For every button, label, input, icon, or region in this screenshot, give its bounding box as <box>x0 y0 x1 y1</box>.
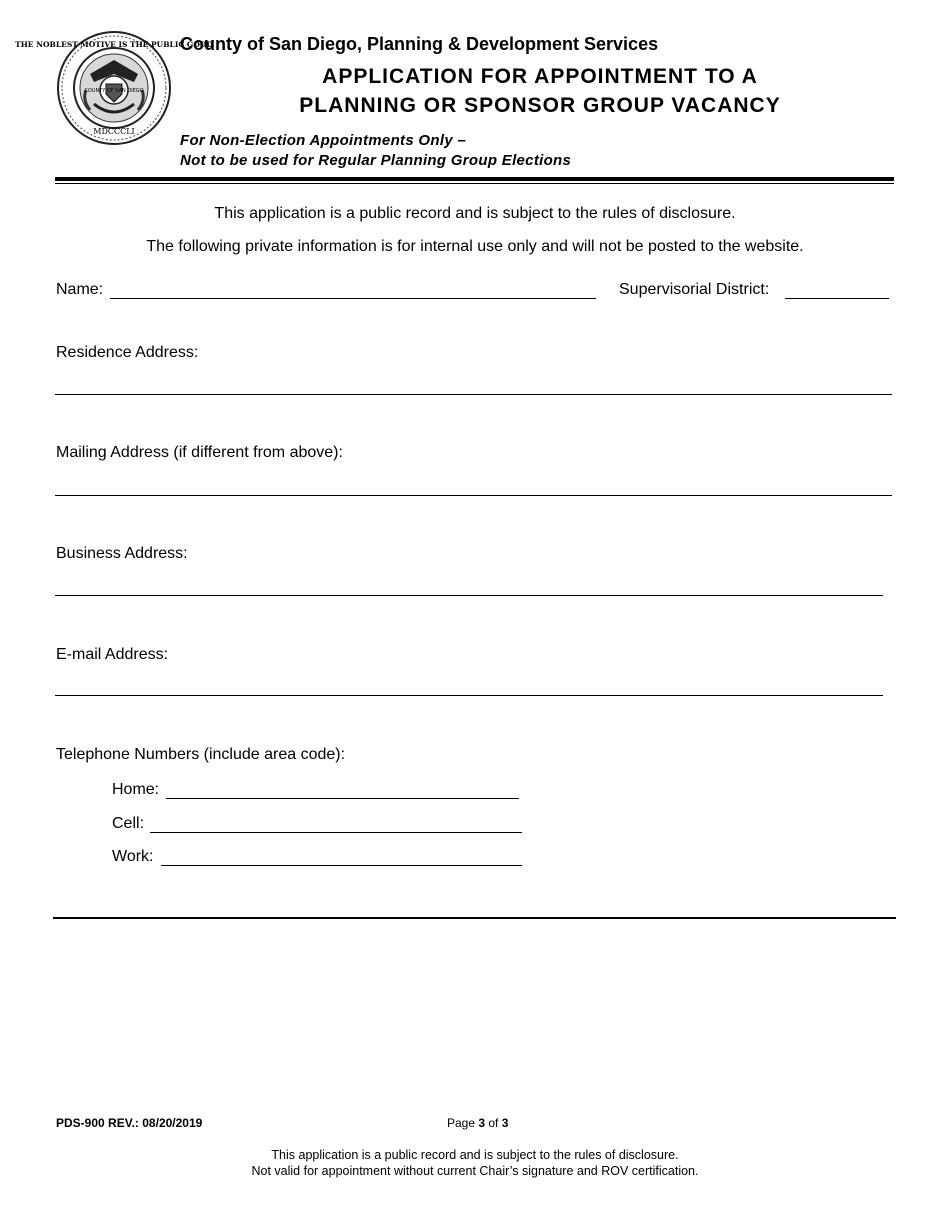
form-subtitle-line1: For Non-Election Appointments Only – <box>180 132 467 149</box>
organization-name: County of San Diego, Planning & Development Services <box>180 34 659 54</box>
mailing-address-field[interactable] <box>55 495 892 496</box>
form-code: PDS-900 REV.: 08/20/2019 <box>56 1116 203 1130</box>
home-phone-field[interactable] <box>166 798 519 799</box>
work-phone-label: Work: <box>112 848 154 865</box>
footer-note <box>0 1147 950 1179</box>
supervisorial-district-field[interactable] <box>785 298 889 299</box>
form-title-line2: PLANNING OR SPONSOR GROUP VACANCY <box>299 94 781 117</box>
work-phone-field[interactable] <box>161 865 522 866</box>
name-field[interactable] <box>110 298 596 299</box>
email-address-field[interactable] <box>55 695 883 696</box>
svg-text:THE NOBLEST MOTIVE IS THE PUBL: THE NOBLEST MOTIVE IS THE PUBLIC GOOD <box>15 40 213 49</box>
header-divider-thin <box>55 183 894 184</box>
name-label: Name: <box>56 281 104 298</box>
home-phone-label: Home: <box>112 781 160 798</box>
private-info-notice: The following private information is for internal use only and will not be posted to the website. <box>146 238 804 255</box>
footer-note-line1: This application is a public record and is subject to the rules of disclosure. <box>271 1148 679 1162</box>
telephone-numbers-label: Telephone Numbers (include area code): <box>56 746 346 763</box>
page-prefix: Page <box>447 1116 479 1130</box>
form-subtitle <box>180 131 571 171</box>
page-current: 3 <box>478 1116 486 1130</box>
svg-text:MDCCCLI: MDCCCLI <box>93 127 135 136</box>
page-of: of <box>485 1116 502 1130</box>
residence-address-field[interactable] <box>55 394 892 395</box>
public-record-notice: This application is a public record and is subject to the rules of disclosure. <box>214 205 736 222</box>
email-address-label: E-mail Address: <box>56 646 169 663</box>
cell-phone-label: Cell: <box>112 815 145 832</box>
form-title-line1: APPLICATION FOR APPOINTMENT TO A <box>322 65 758 88</box>
business-address-field[interactable] <box>55 595 883 596</box>
page-number <box>447 1116 508 1130</box>
svg-text:COUNTY OF SAN DIEGO: COUNTY OF SAN DIEGO <box>84 88 144 94</box>
page-total: 3 <box>501 1116 509 1130</box>
header-divider-thick <box>55 177 894 181</box>
footer-note-line2: Not valid for appointment without current Chair’s signature and ROV certification. <box>251 1164 699 1178</box>
form-title <box>180 62 900 120</box>
section-divider <box>53 917 896 919</box>
residence-address-label: Residence Address: <box>56 344 199 361</box>
cell-phone-field[interactable] <box>150 832 522 833</box>
county-seal-icon <box>15 30 213 146</box>
supervisorial-district-label: Supervisorial District: <box>619 281 770 298</box>
form-subtitle-line2: Not to be used for Regular Planning Group Elections <box>180 152 572 169</box>
business-address-label: Business Address: <box>56 545 188 562</box>
mailing-address-label: Mailing Address (if different from above): <box>56 444 343 461</box>
